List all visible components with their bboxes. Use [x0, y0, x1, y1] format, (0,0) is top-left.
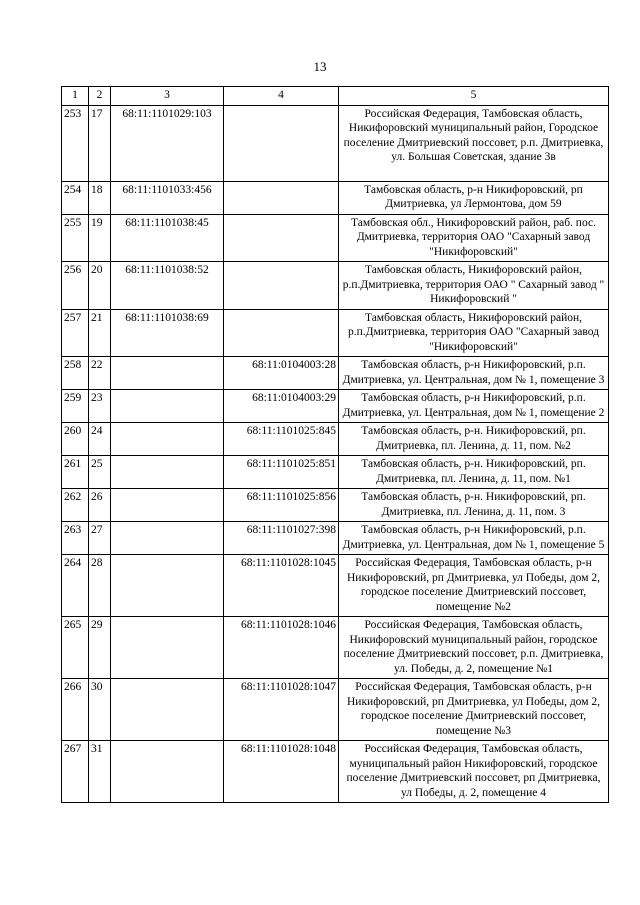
cadastral-number-cell: 68:11:1101033:456 [111, 181, 224, 214]
address-cell: Тамбовская область, р-н Никифоровский, р.п. Дмитриевка, ул. Центральная, дом № 1, помещение 3 [339, 357, 609, 390]
premises-number-cell: 68:11:0104003:29 [224, 390, 339, 423]
row-index-cell: 256 [62, 262, 89, 310]
table-row [62, 105, 609, 181]
table-row [62, 741, 609, 803]
cadastral-number-cell: 68:11:1101038:69 [111, 309, 224, 357]
row-subindex-cell: 31 [89, 741, 111, 803]
row-subindex-cell: 30 [89, 679, 111, 741]
premises-number-cell [224, 262, 339, 310]
row-subindex-cell: 21 [89, 309, 111, 357]
premises-number-cell [224, 309, 339, 357]
address-cell: Тамбовская область, Никифоровский район, р.п.Дмитриевка, территория ОАО " Сахарный завод " Никифоровский " [339, 262, 609, 310]
row-subindex-cell: 27 [89, 522, 111, 555]
cadastral-number-cell [111, 390, 224, 423]
table-row [62, 489, 609, 522]
address-cell: Тамбовская область, р-н. Никифоровский, рп. Дмитриевка, пл. Ленина, д. 11, пом. №1 [339, 456, 609, 489]
premises-number-cell: 68:11:1101028:1048 [224, 741, 339, 803]
premises-number-cell [224, 105, 339, 181]
row-index-cell: 262 [62, 489, 89, 522]
row-subindex-cell: 25 [89, 456, 111, 489]
row-index-cell: 265 [62, 617, 89, 679]
table-row [62, 214, 609, 262]
row-subindex-cell: 28 [89, 555, 111, 617]
premises-number-cell [224, 181, 339, 214]
cadastral-number-cell: 68:11:1101038:52 [111, 262, 224, 310]
column-header: 1 [62, 87, 89, 106]
address-cell: Тамбовская область, р-н Никифоровский, р.п. Дмитриевка, ул. Центральная, дом № 1, помещение 2 [339, 390, 609, 423]
row-subindex-cell: 24 [89, 423, 111, 456]
cadastral-number-cell [111, 423, 224, 456]
address-cell: Российская Федерация, Тамбовская область, р-н Никифоровский, рп Дмитриевка, ул Победы, дом 2, городское поселение Дмитриевский поссовет, помещение №3 [339, 679, 609, 741]
row-index-cell: 258 [62, 357, 89, 390]
table-row [62, 181, 609, 214]
row-index-cell: 260 [62, 423, 89, 456]
table-row [62, 390, 609, 423]
column-header: 4 [224, 87, 339, 106]
cadastral-number-cell [111, 357, 224, 390]
cadastral-number-cell [111, 489, 224, 522]
table-row [62, 679, 609, 741]
row-subindex-cell: 17 [89, 105, 111, 181]
cadastral-number-cell [111, 456, 224, 489]
cadastral-number-cell: 68:11:1101038:45 [111, 214, 224, 262]
address-cell: Тамбовская область, р-н. Никифоровский, рп. Дмитриевка, пл. Ленина, д. 11, пом. №2 [339, 423, 609, 456]
premises-number-cell: 68:11:1101025:845 [224, 423, 339, 456]
table-row [62, 456, 609, 489]
premises-number-cell: 68:11:0104003:28 [224, 357, 339, 390]
address-cell: Российская Федерация, Тамбовская область, р-н Никифоровский, рп Дмитриевка, ул Победы, дом 2, городское поселение Дмитриевский поссовет, помещение №2 [339, 555, 609, 617]
address-cell: Тамбовская область, р-н Никифоровский, рп Дмитриевка, ул Лермонтова, дом 59 [339, 181, 609, 214]
row-index-cell: 255 [62, 214, 89, 262]
table-row [62, 309, 609, 357]
address-cell: Российская Федерация, Тамбовская область, муниципальный район Никифоровский, городское поселение Дмитриевский поссовет, рп Дмитриевка, ул Победы, д. 2, помещение 4 [339, 741, 609, 803]
row-subindex-cell: 22 [89, 357, 111, 390]
address-cell: Тамбовская область, р-н Никифоровский, р.п. Дмитриевка, ул. Центральная, дом № 1, помещение 5 [339, 522, 609, 555]
row-subindex-cell: 18 [89, 181, 111, 214]
row-subindex-cell: 29 [89, 617, 111, 679]
cadastral-number-cell [111, 679, 224, 741]
address-cell: Тамбовская область, р-н. Никифоровский, рп. Дмитриевка, пл. Ленина, д. 11, пом. 3 [339, 489, 609, 522]
row-index-cell: 259 [62, 390, 89, 423]
row-index-cell: 254 [62, 181, 89, 214]
address-cell: Тамбовская обл., Никифоровский район, раб. пос. Дмитриевка, территория ОАО "Сахарный завод "Никифоровский" [339, 214, 609, 262]
column-header: 5 [339, 87, 609, 106]
table-row [62, 423, 609, 456]
table-row [62, 522, 609, 555]
address-cell: Российская Федерация, Тамбовская область, Никифоровский муниципальный район, городское поселение Дмитриевский поссовет, р.п. Дмитриевка, ул. Победы, д. 2, помещение №1 [339, 617, 609, 679]
cadastral-number-cell [111, 617, 224, 679]
row-index-cell: 264 [62, 555, 89, 617]
cadastral-number-cell [111, 522, 224, 555]
premises-number-cell [224, 214, 339, 262]
row-subindex-cell: 26 [89, 489, 111, 522]
table-row [62, 262, 609, 310]
table-header-row [62, 87, 609, 106]
row-index-cell: 267 [62, 741, 89, 803]
premises-number-cell: 68:11:1101028:1047 [224, 679, 339, 741]
row-index-cell: 266 [62, 679, 89, 741]
table-row [62, 555, 609, 617]
premises-number-cell: 68:11:1101025:851 [224, 456, 339, 489]
premises-number-cell: 68:11:1101028:1045 [224, 555, 339, 617]
column-header: 3 [111, 87, 224, 106]
column-header: 2 [89, 87, 111, 106]
row-index-cell: 257 [62, 309, 89, 357]
table-row [62, 617, 609, 679]
premises-number-cell: 68:11:1101027:398 [224, 522, 339, 555]
row-subindex-cell: 23 [89, 390, 111, 423]
property-registry-table [61, 86, 609, 803]
page-number: 13 [313, 59, 327, 74]
address-cell: Российская Федерация, Тамбовская область, Никифоровский муниципальный район, Городское поселение Дмитриевский поссовет, р.п. Дмитриевка, ул. Большая Советская, здание 3в [339, 105, 609, 181]
premises-number-cell: 68:11:1101025:856 [224, 489, 339, 522]
row-index-cell: 263 [62, 522, 89, 555]
cadastral-number-cell [111, 555, 224, 617]
row-subindex-cell: 20 [89, 262, 111, 310]
table-body [62, 87, 609, 803]
row-subindex-cell: 19 [89, 214, 111, 262]
cadastral-number-cell: 68:11:1101029:103 [111, 105, 224, 181]
premises-number-cell: 68:11:1101028:1046 [224, 617, 339, 679]
row-index-cell: 253 [62, 105, 89, 181]
cadastral-number-cell [111, 741, 224, 803]
address-cell: Тамбовская область, Никифоровский район, р.п.Дмитриевка, территория ОАО "Сахарный завод "Никифоровский" [339, 309, 609, 357]
row-index-cell: 261 [62, 456, 89, 489]
table-row [62, 357, 609, 390]
